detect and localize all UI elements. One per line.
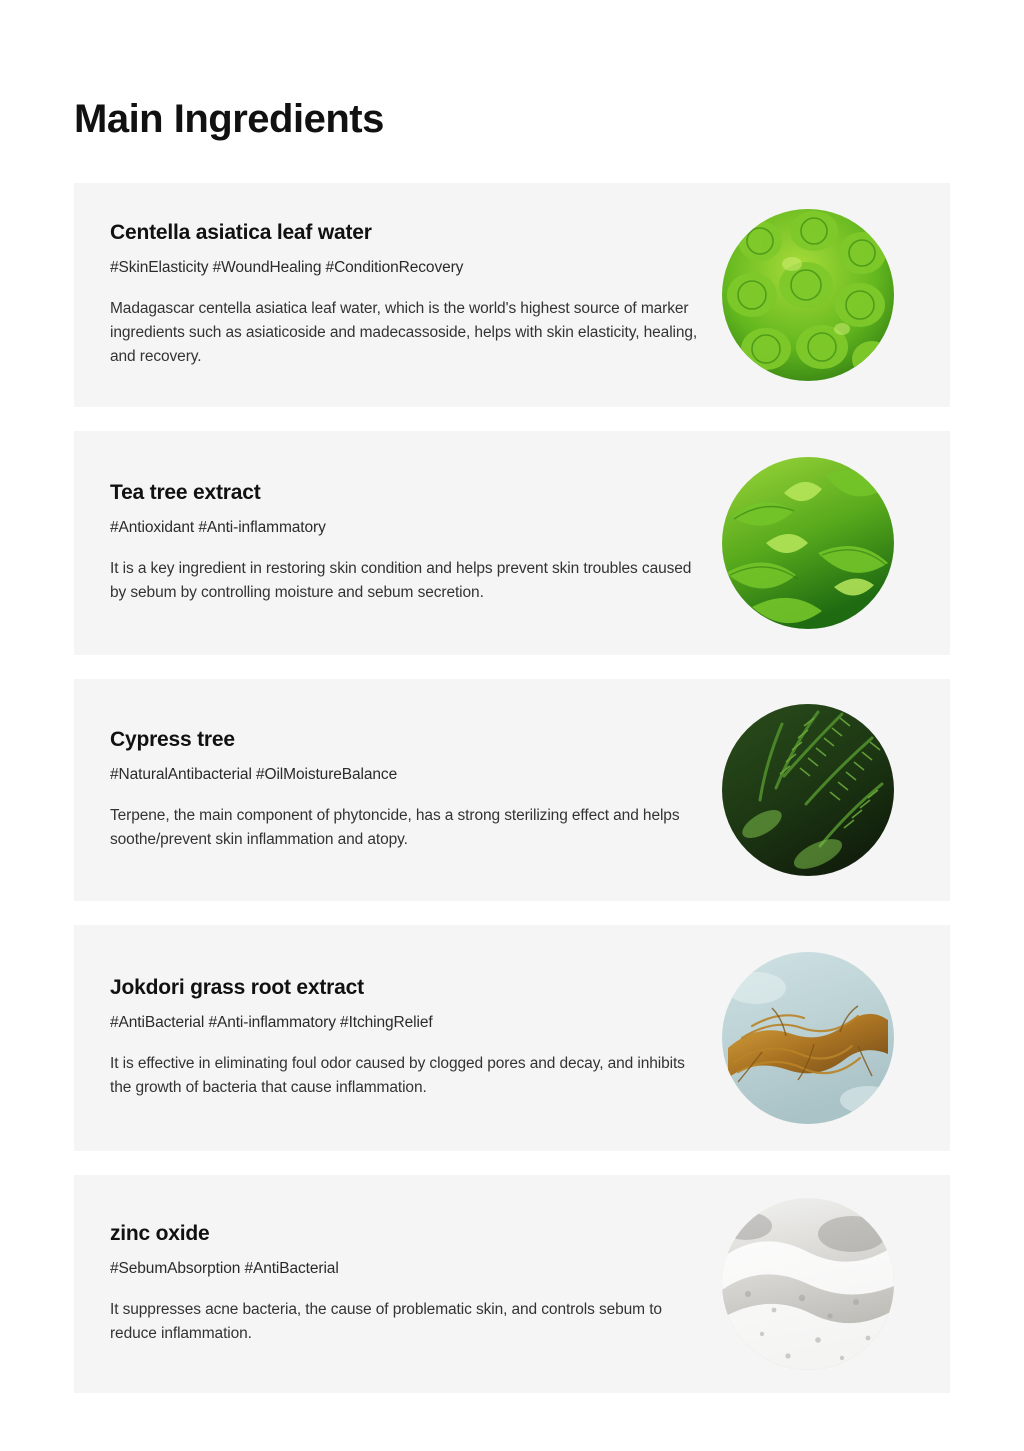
ingredient-card — [74, 679, 950, 901]
ingredient-tags: #SebumAbsorption #AntiBacterial — [110, 1259, 339, 1277]
ingredient-tags: #NaturalAntibacterial #OilMoistureBalance — [110, 765, 398, 783]
ingredient-title: zinc oxide — [110, 1221, 210, 1245]
ingredient-card-list — [74, 183, 950, 1393]
ingredient-description: Terpene, the main component of phytoncide, has a strong sterilizing effect and helps soothe/prevent skin inflammation and atopy. — [110, 806, 680, 848]
ingredient-description: Madagascar centella asiatica leaf water, which is the world's highest source of marker ingredients such as asiaticoside and madecassoside, helps with skin elasticity, healing, and recovery. — [110, 299, 698, 365]
ingredient-card-text — [110, 728, 710, 852]
ingredient-title: Jokdori grass root extract — [110, 975, 364, 999]
ingredient-title: Cypress tree — [110, 727, 235, 751]
ingredient-card-text — [110, 221, 710, 369]
ingredient-card — [74, 183, 950, 407]
ingredient-description: It is a key ingredient in restoring skin condition and helps prevent skin troubles caused by sebum by controlling moisture and sebum secretion. — [110, 559, 692, 601]
ingredient-tags: #AntiBacterial #Anti-inflammatory #ItchingRelief — [110, 1013, 433, 1031]
ingredient-card — [74, 431, 950, 655]
ingredient-card-text — [110, 976, 710, 1100]
ingredient-title: Centella asiatica leaf water — [110, 220, 372, 244]
cypress-tree-photo — [722, 704, 894, 876]
ingredient-tags: #SkinElasticity #WoundHealing #ConditionRecovery — [110, 258, 464, 276]
ingredient-card — [74, 925, 950, 1151]
ingredient-card-text — [110, 1222, 710, 1346]
ingredient-card — [74, 1175, 950, 1393]
ingredient-title: Tea tree extract — [110, 480, 261, 504]
ingredient-description: It is effective in eliminating foul odor caused by clogged pores and decay, and inhibits the growth of bacteria that cause inflammation. — [110, 1054, 685, 1096]
ingredient-description: It suppresses acne bacteria, the cause of problematic skin, and controls sebum to reduce inflammation. — [110, 1300, 662, 1342]
page-title: Main Ingredients — [74, 97, 384, 141]
zinc-oxide-powder-photo — [722, 1198, 894, 1370]
ingredient-tags: #Antioxidant #Anti-inflammatory — [110, 518, 326, 536]
ingredient-card-text — [110, 481, 710, 605]
centella-asiatica-photo — [722, 209, 894, 381]
jokdori-grass-root-photo — [722, 952, 894, 1124]
tea-tree-photo — [722, 457, 894, 629]
